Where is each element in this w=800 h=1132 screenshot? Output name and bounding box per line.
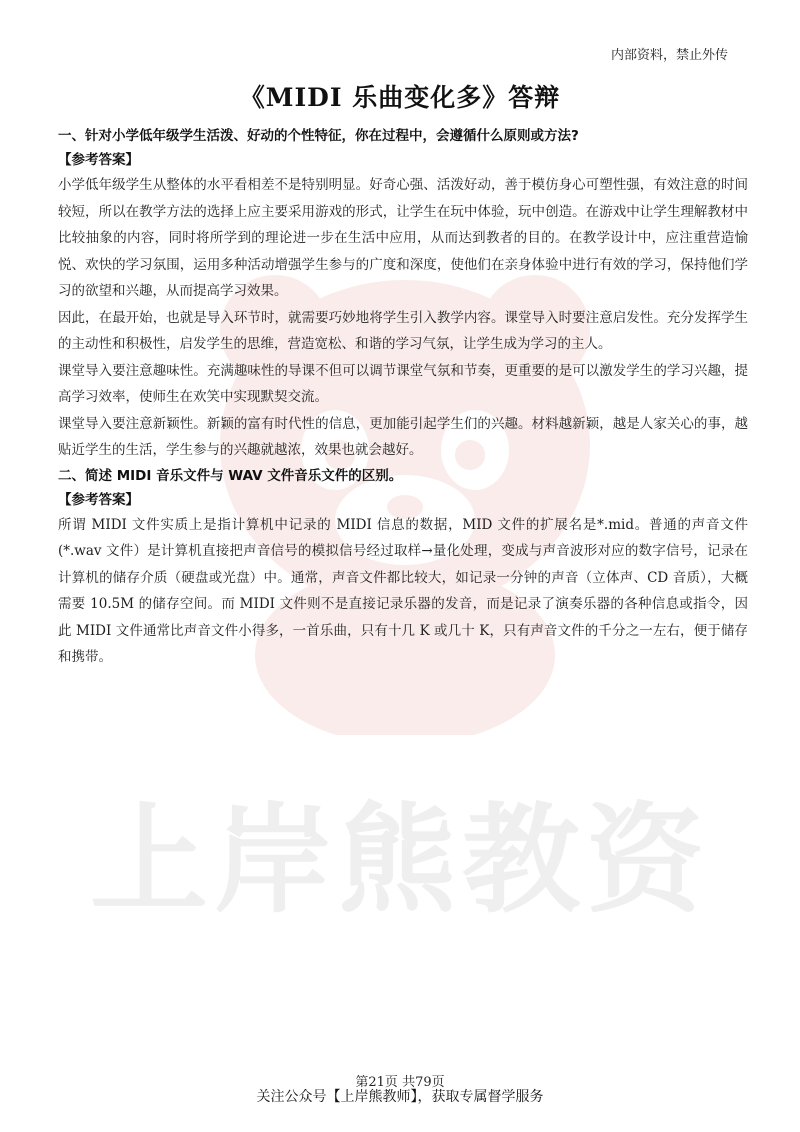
page-number: 第21页 共79页	[355, 1075, 445, 1090]
page-title: 《MIDI 乐曲变化多》答辩	[239, 83, 561, 112]
answer-label-2: 【参考答案】	[58, 491, 139, 508]
answer-1-paragraph-1: 小学低年级学生从整体的水平看相差不是特别明显。好奇心强、活泼好动，善于模仿身心可塑性强，有效注意的时间较短，所以在教学方法的选择上应主要采用游戏的形式，让学生在玩中体验，玩中创造。在游戏中让学生理解教材中比较抽象的内容，同时将所学到的理论进一步在生活中应用，从而达到教者的目的。在教学设计中，应注重营造愉悦、欢快的学习氛围，运用多种活动增强学生参与的广度和深度，使他们在亲身体验中进行有效的学习，保持他们学习的欲望和兴趣，从而提高学习效果。	[58, 177, 748, 299]
watermark-text: 上岸熊教资	[89, 791, 710, 929]
section-2	[58, 464, 748, 671]
question-2: 二、简述 MIDI 音乐文件与 WAV 文件音乐文件的区别。	[58, 467, 403, 484]
answer-1-paragraph-3: 课堂导入要注意趣味性。充满趣味性的导课不但可以调节课堂气氛和节奏，更重要的是可以激发学生的学习兴趣，提高学习效率，使师生在欢笑中实现默契交流。	[58, 362, 748, 405]
question-1: 一、针对小学低年级学生活泼、好动的个性特征，你在过程中，会遵循什么原则或方法?	[58, 128, 579, 144]
footer-notice: 关注公众号【上岸熊教师】，获取专属督学服务	[256, 1089, 544, 1105]
answer-1-paragraph-2: 因此，在最开始，也就是导入环节时，就需要巧妙地将学生引入教学内容。课堂导入时要注意启发性。充分发挥学生的主动性和积极性，启发学生的思维，营造宽松、和谐的学习气氛，让学生成为学习的主人。	[58, 309, 748, 352]
answer-label-1: 【参考答案】	[58, 152, 139, 168]
section-1	[58, 124, 748, 464]
document-body	[58, 124, 748, 671]
answer-2-paragraph-1: 所谓 MIDI 文件实质上是指计算机中记录的 MIDI 信息的数据，MID 文件的扩展名是*.mid。普通的声音文件(*.wav 文件）是计算机直接把声音信号的模拟信号经过取样→量化处理，变成与声音波形对应的数字信号，记录在计算机的储存介质（硬盘或光盘）中。通常，声音文件都比较大，如记录一分钟的声音（立体声、CD 音质），大概需要 10.5M 的储存空间。而 MIDI 文件则不是直接记录乐器的发音，而是记录了演奏乐器的各种信息或指令，因此 MIDI 文件通常比声音文件小得多，一首乐曲，只有十几 K 或几十 K，只有声音文件的千分之一左右，便于储存和携带。	[58, 516, 748, 665]
confidential-label: 内部资料，禁止外传	[610, 48, 728, 63]
answer-1-paragraph-4: 课堂导入要注意新颖性。新颖的富有时代性的信息，更加能引起学生们的兴趣。材料越新颖，越是人家关心的事，越贴近学生的生活，学生参与的兴趣就越浓，效果也就会越好。	[58, 415, 748, 458]
